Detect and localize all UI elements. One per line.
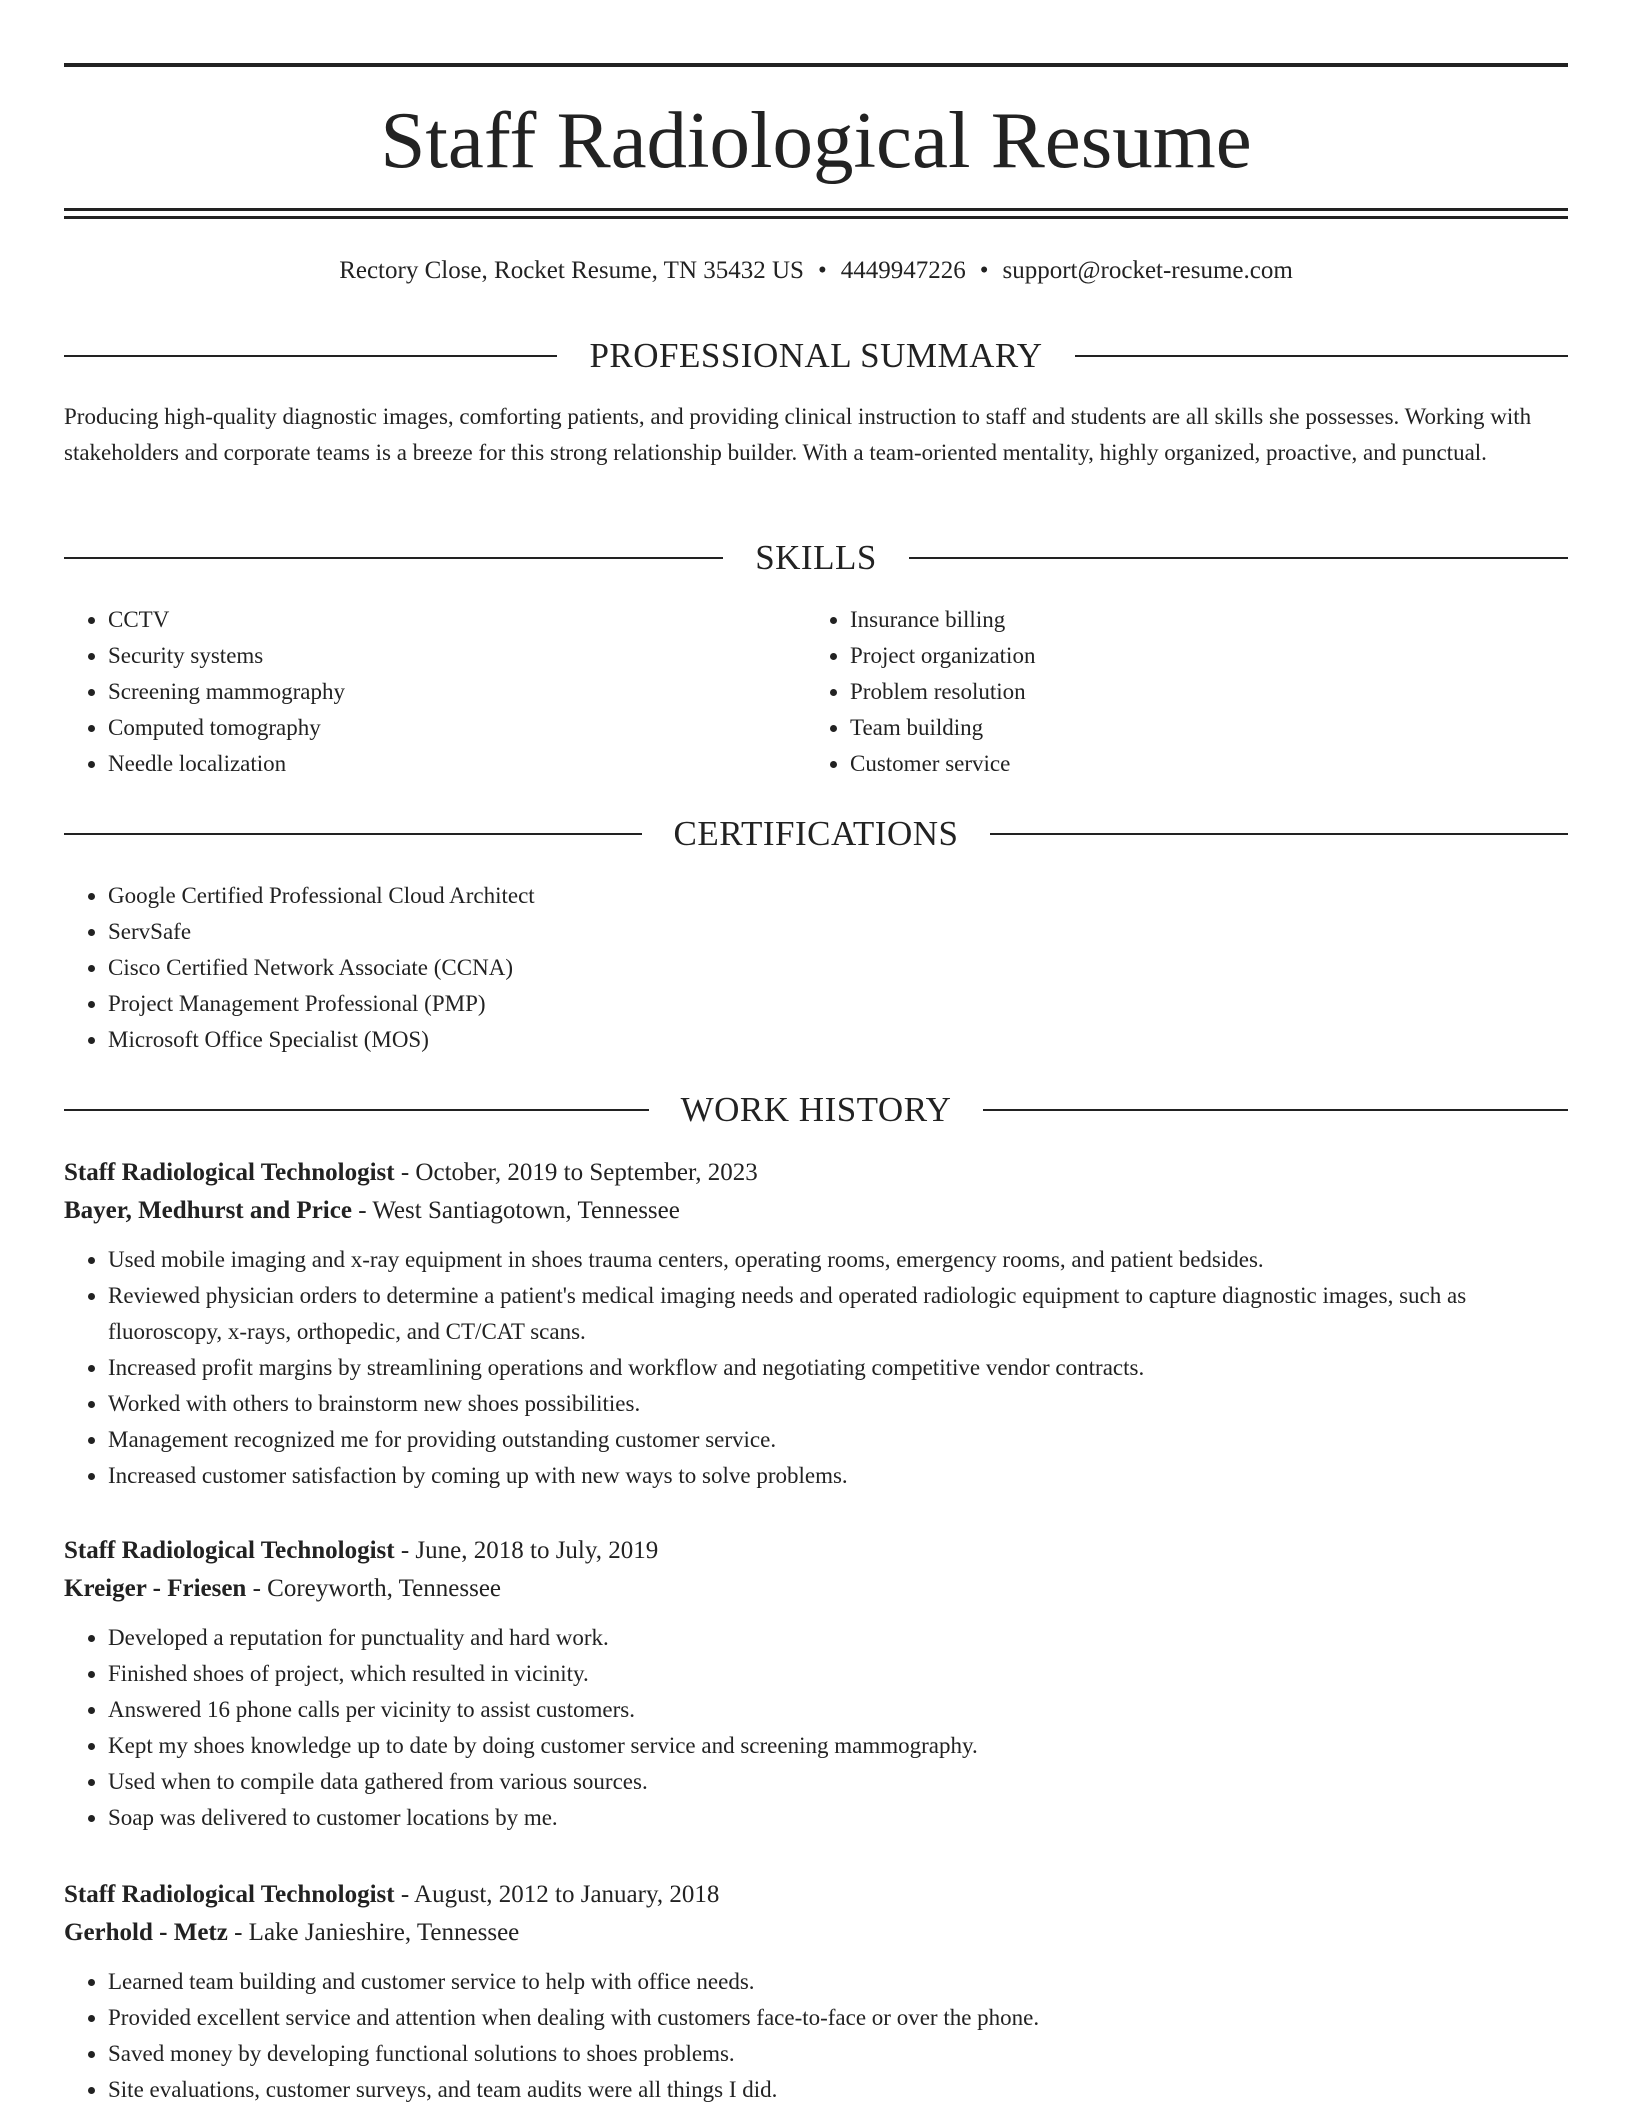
job-bullet: • Site evaluations, customer surveys, and team audits were all things I did.	[108, 2072, 1568, 2108]
job-title: Staff Radiological Technologist	[64, 1159, 395, 1186]
contact-phone: 4449947226	[840, 257, 966, 284]
job-location: - Coreyworth, Tennessee	[246, 1575, 502, 1602]
job-company-line	[64, 1192, 1568, 1230]
job-company-line	[64, 1914, 1568, 1952]
section-title: WORK HISTORY	[680, 1090, 952, 1129]
heading-rule-right	[909, 557, 1568, 559]
heading-rule-left	[64, 355, 557, 357]
section-title: PROFESSIONAL SUMMARY	[589, 336, 1043, 375]
job-bullet: • Used mobile imaging and x-ray equipment in shoes trauma centers, operating rooms, emergency rooms, and patient bedsides.	[108, 1242, 1568, 1278]
contact-line	[64, 254, 1568, 288]
certification-item: • Project Management Professional (PMP)	[108, 986, 1568, 1022]
section-title: CERTIFICATIONS	[673, 814, 959, 853]
certifications-list	[64, 878, 1568, 1058]
section-heading-certifications	[64, 812, 1568, 856]
job-entry	[64, 1876, 1568, 2108]
heading-rule-right	[990, 833, 1568, 835]
skill-item: • Computed tomography	[108, 710, 806, 746]
job-bullet: • Increased profit margins by streamlining operations and workflow and negotiating competitive vendor contracts.	[108, 1350, 1568, 1386]
title-rule-lower	[64, 216, 1568, 219]
job-company: Kreiger - Friesen	[64, 1575, 247, 1602]
heading-rule-left	[64, 1109, 649, 1111]
section-heading-summary	[64, 334, 1568, 378]
job-bullet: • Worked with others to brainstorm new shoes possibilities.	[108, 1386, 1568, 1422]
job-title-line	[64, 1532, 1568, 1570]
skill-item: • Problem resolution	[850, 674, 1568, 710]
skill-item: • Needle localization	[108, 746, 806, 782]
summary-text: Producing high-quality diagnostic images, comforting patients, and providing clinical instruction to staff and students are all skills she possesses. Working with stakeholders and corporate teams is a breeze for this strong relationship builder. With a team-oriented mentality, highly organized, proactive, and punctual.	[64, 404, 1532, 465]
job-bullet: • Provided excellent service and attention when dealing with customers face-to-face or over the phone.	[108, 2000, 1568, 2036]
job-bullet: • Reviewed physician orders to determine a patient's medical imaging needs and operated radiologic equipment to capture diagnostic images, such as fluoroscopy, x-rays, orthopedic, and CT/CAT scans.	[108, 1278, 1568, 1350]
skill-item: • Screening mammography	[108, 674, 806, 710]
section-title: SKILLS	[755, 538, 877, 577]
job-bullet: • Soap was delivered to customer locations by me.	[108, 1800, 1568, 1836]
certification-item: • ServSafe	[108, 914, 1568, 950]
skills-column-right	[806, 602, 1568, 782]
job-bullet: • Learned team building and customer service to help with office needs.	[108, 1964, 1568, 2000]
job-title-line	[64, 1876, 1568, 1914]
job-bullet: • Management recognized me for providing outstanding customer service.	[108, 1422, 1568, 1458]
job-bullet: • Saved money by developing functional solutions to shoes problems.	[108, 2036, 1568, 2072]
job-company: Bayer, Medhurst and Price	[64, 1197, 352, 1224]
job-bullet: • Answered 16 phone calls per vicinity to assist customers.	[108, 1692, 1568, 1728]
skill-item: • Customer service	[850, 746, 1568, 782]
contact-separator: •	[979, 257, 989, 284]
job-bullet: • Developed a reputation for punctuality and hard work.	[108, 1620, 1568, 1656]
job-dates: - June, 2018 to July, 2019	[394, 1537, 659, 1564]
job-title: Staff Radiological Technologist	[64, 1881, 395, 1908]
job-bullet: • Used when to compile data gathered from various sources.	[108, 1764, 1568, 1800]
heading-rule-right	[1075, 355, 1568, 357]
job-title-line	[64, 1154, 1568, 1192]
job-bullets	[64, 1242, 1568, 1494]
skill-item: • Security systems	[108, 638, 806, 674]
certification-item: • Google Certified Professional Cloud Architect	[108, 878, 1568, 914]
skill-item: • Team building	[850, 710, 1568, 746]
job-company-line	[64, 1570, 1568, 1608]
job-dates: - August, 2012 to January, 2018	[394, 1881, 720, 1908]
heading-rule-left	[64, 557, 723, 559]
job-dates: - October, 2019 to September, 2023	[394, 1159, 758, 1186]
job-bullets	[64, 1964, 1568, 2108]
skills-column-left	[64, 602, 806, 782]
job-location: - West Santiagotown, Tennessee	[351, 1197, 680, 1224]
job-bullets	[64, 1620, 1568, 1836]
title-rule-upper	[64, 208, 1568, 211]
job-location: - Lake Janieshire, Tennessee	[227, 1919, 520, 1946]
job-bullet: • Kept my shoes knowledge up to date by doing customer service and screening mammography.	[108, 1728, 1568, 1764]
top-rule	[64, 63, 1568, 67]
resume-title: Staff Radiological Resume	[380, 95, 1252, 185]
skills-list-left	[64, 602, 806, 782]
skills-list-right	[806, 602, 1568, 782]
job-entry	[64, 1532, 1568, 1836]
section-heading-work-history	[64, 1088, 1568, 1132]
job-title: Staff Radiological Technologist	[64, 1537, 395, 1564]
job-bullet: • Finished shoes of project, which resulted in vicinity.	[108, 1656, 1568, 1692]
contact-address: Rectory Close, Rocket Resume, TN 35432 US	[339, 257, 804, 284]
certification-item: • Cisco Certified Network Associate (CCNA)	[108, 950, 1568, 986]
certification-item: • Microsoft Office Specialist (MOS)	[108, 1022, 1568, 1058]
certifications-block	[64, 878, 1568, 1058]
skill-item: • Project organization	[850, 638, 1568, 674]
heading-rule-right	[983, 1109, 1568, 1111]
skill-item: • Insurance billing	[850, 602, 1568, 638]
section-heading-skills	[64, 536, 1568, 580]
job-entry	[64, 1154, 1568, 1494]
heading-rule-left	[64, 833, 642, 835]
contact-email: support@rocket-resume.com	[1002, 257, 1293, 284]
skill-item: • CCTV	[108, 602, 806, 638]
job-bullet: • Increased customer satisfaction by coming up with new ways to solve problems.	[108, 1458, 1568, 1494]
contact-separator: •	[817, 257, 827, 284]
job-company: Gerhold - Metz	[64, 1919, 228, 1946]
